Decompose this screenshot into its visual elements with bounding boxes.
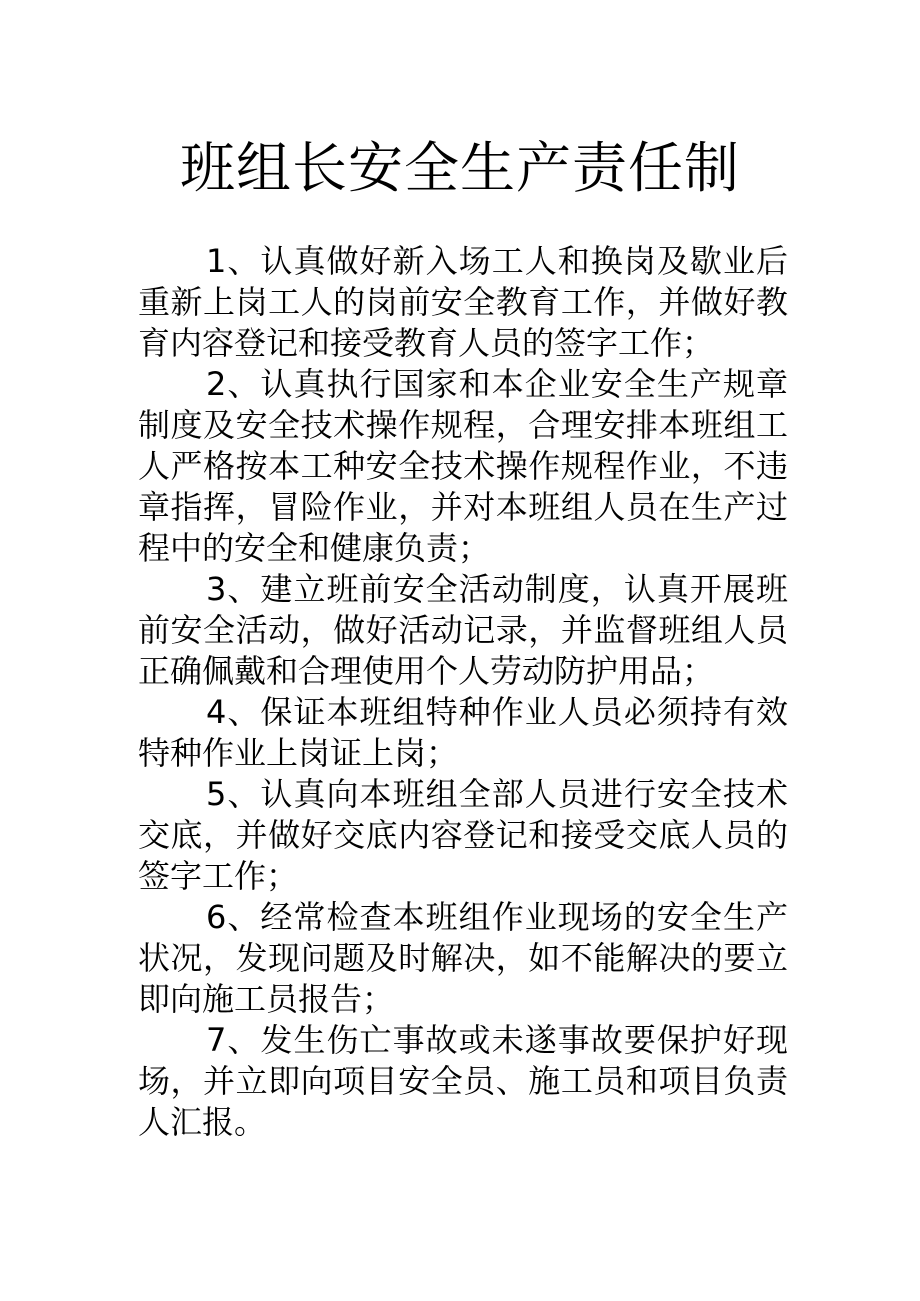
clause-1: 1、认真做好新入场工人和换岗及歇业后重新上岗工人的岗前安全教育工作，并做好教育内容登记和接受教育人员的签字工作；	[138, 242, 788, 362]
clause-7: 7、发生伤亡事故或未遂事故要保护好现场，并立即向项目安全员、施工员和项目负责人汇报。	[138, 1021, 788, 1141]
clause-4: 4、保证本班组特种作业人员必须持有效特种作业上岗证上岗；	[138, 693, 788, 772]
document-body	[138, 241, 788, 1143]
clause-2: 2、认真执行国家和本企业安全生产规章制度及安全技术操作规程，合理安排本班组工人严格按本工种安全技术操作规程作业，不违章指挥，冒险作业，并对本班组人员在生产过程中的安全和健康负责；	[138, 365, 788, 567]
clause-3: 3、建立班前安全活动制度，认真开展班前安全活动，做好活动记录，并监督班组人员正确佩戴和合理使用个人劳动防护用品；	[138, 570, 788, 690]
clause-5: 5、认真向本班组全部人员进行安全技术交底，并做好交底内容登记和接受交底人员的签字工作；	[138, 775, 788, 895]
clause-6: 6、经常检查本班组作业现场的安全生产状况，发现问题及时解决，如不能解决的要立即向施工员报告；	[138, 898, 788, 1018]
document-title: 班组长安全生产责任制	[179, 136, 740, 200]
